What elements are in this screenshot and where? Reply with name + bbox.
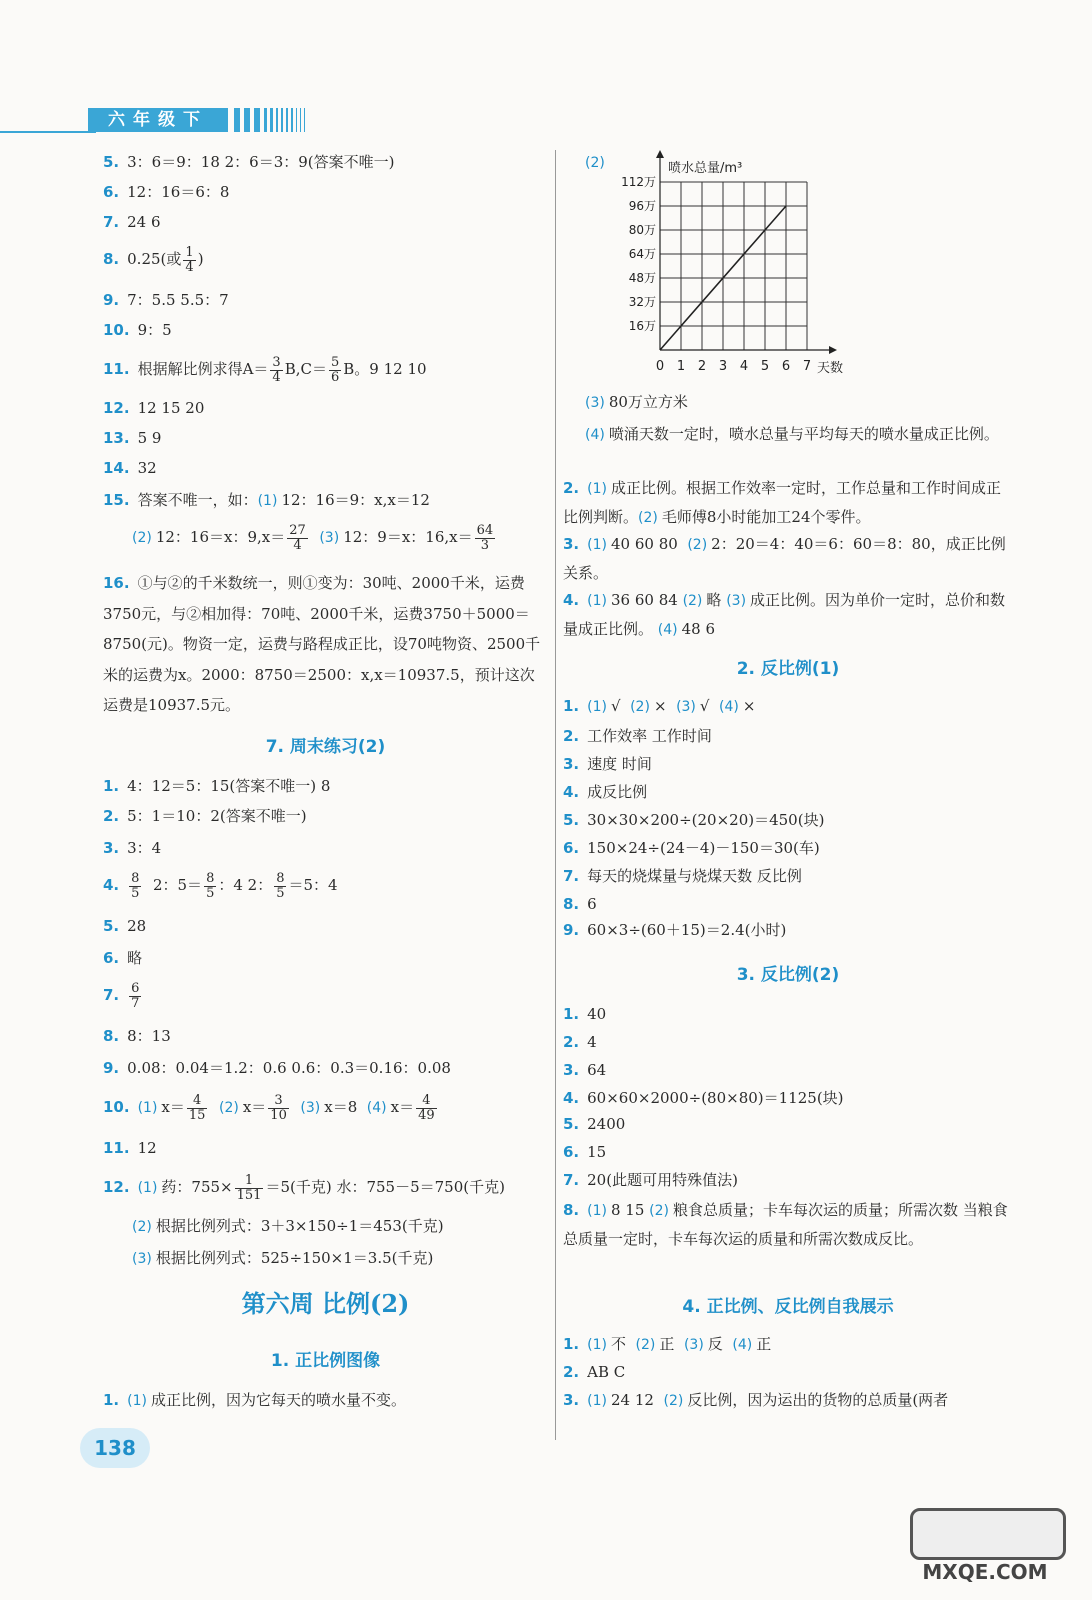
fraction: $\frac{1}{4}$ [185, 244, 194, 275]
x-tick-label: 4 [739, 359, 749, 374]
x-tick-label: 7 [802, 359, 812, 374]
header-stripes [234, 108, 314, 132]
week-six-title: 第六周 比例(2) [241, 1289, 410, 1318]
inverse2-answer-7: 7. 20(此题可用特殊值法) [563, 1171, 738, 1189]
answer-2-label: (2) [585, 155, 605, 171]
answer-2-part4: (4) 喷涌天数一定时，喷水总量与平均每天的喷水量成正比例。 [585, 425, 999, 443]
weekend-answer-2: 2. 5：1＝10：2(答案不唯一) [103, 807, 307, 825]
answer-15: 15. 答案不唯一，如：(1) 12：16＝9：x,x＝12 [103, 491, 430, 509]
answer-13: 13. 5 9 [103, 429, 162, 447]
weekend-answer-12-part3: (3) 根据比例列式：525÷150×1＝3.5(千克) [132, 1249, 434, 1267]
inverse2-answer-2: 2. 4 [563, 1033, 597, 1051]
graph-answer-1: 1. (1) 成正比例，因为它每天的喷水量不变。 [103, 1391, 406, 1409]
header-rule [0, 131, 96, 133]
section-title-direct-proportion-graph: 1. 正比例图像 [270, 1351, 381, 1371]
inverse1-answer-8: 8. 6 [563, 895, 597, 913]
inverse2-answer-5: 5. 2400 [563, 1115, 626, 1133]
weekend-answer-7: 7. $\frac{6}{7}$ [103, 980, 140, 1011]
answer-8: 8. 0.25(或 $\frac{1}{4}$ ) [103, 244, 204, 275]
inverse2-answer-8: 8. (1) 8 15 (2) 粮食总质量；卡车每次运的质量；所需次数 当粮食总质量一定时，卡车每次运的质量和所需次数成反比。 [563, 1201, 1008, 1248]
inverse2-answer-3: 3. 64 [563, 1061, 607, 1079]
y-tick-label: 48万 [628, 271, 656, 285]
x-tick-label: 6 [781, 359, 791, 374]
section-title-proportion-self-showcase: 4. 正比例、反比例自我展示 [682, 1297, 894, 1317]
y-tick-label: 16万 [628, 319, 656, 333]
y-tick-label: 112万 [621, 175, 656, 189]
inverse1-answer-6: 6. 150×24÷(24－4)－150＝30(车) [563, 839, 820, 857]
weekend-answer-12: 12. (1) 药：755× $\frac{1}{151}$ ＝5(千克) 水：755－5＝750(千克) [103, 1172, 505, 1203]
x-tick-label: 0 [655, 359, 665, 374]
answer-r3: 3. (1) 40 60 80 (2) 2：20＝4：40＝6：60＝8：80，成正比例关系。 [563, 535, 1006, 582]
section-title-inverse-proportion-1: 2. 反比例(1) [736, 659, 840, 679]
inverse2-answer-1: 1. 40 [563, 1005, 607, 1023]
weekend-answer-6: 6. 略 [103, 949, 143, 967]
y-tick-label: 80万 [628, 223, 656, 237]
showcase-answer-1: 1. (1) 不 (2) 正 (3) 反 (4) 正 [563, 1335, 772, 1353]
inverse1-answer-3: 3. 速度 时间 [563, 755, 652, 773]
chart-x-axis-label: 天数 [817, 361, 844, 376]
page-number: 138 [80, 1428, 150, 1468]
x-axis-arrow [829, 346, 837, 354]
chart-ticks [621, 175, 811, 374]
inverse2-answer-6: 6. 15 [563, 1143, 607, 1161]
inverse1-answer-5: 5. 30×30×200÷(20×20)＝450(块) [563, 811, 825, 829]
weekend-answer-10: 10. (1) x＝ $\frac{4}{15}$ (2) x＝ $\frac{3}{10}$ (3) x＝8 (4) x＝ $\frac{4}{49}$ [103, 1092, 435, 1123]
weekend-answer-11: 11. 12 [103, 1139, 157, 1157]
section-title-inverse-proportion-2: 3. 反比例(2) [736, 965, 840, 985]
section-title-weekend-practice: 7. 周末练习(2) [265, 737, 386, 757]
watermark-badge [910, 1508, 1066, 1560]
grade-header [0, 104, 320, 134]
answer-r4: 4. (1) 36 60 84 (2) 略 (3) 成正比例。因为单价一定时，总价和数量成正比例。 (4) 48 6 [563, 591, 1006, 638]
weekend-answer-4: 4. $\frac{8}{5}$ 2：5＝ $\frac{8}{5}$ ：4 2： $\frac{8}{5}$ ＝5：4 [103, 870, 338, 901]
weekend-answer-9: 9. 0.08：0.04＝1.2：0.6 0.6：0.3＝0.16：0.08 [103, 1059, 451, 1077]
answer-14: 14. 32 [103, 459, 157, 477]
weekend-answer-12-part2: (2) 根据比例列式：3＋3×150÷1＝453(千克) [132, 1217, 444, 1235]
watermark-url: MXQE.COM [922, 1560, 1048, 1584]
watermark-logo [890, 1500, 1080, 1590]
showcase-answer-2: 2. AB C [563, 1363, 626, 1381]
weekend-answer-1: 1. 4：12＝5：15(答案不唯一) 8 [103, 777, 331, 795]
answer-6: 6. 12：16＝6：8 [103, 183, 230, 201]
inverse2-answer-4: 4. 60×60×2000÷(80×80)＝1125(块) [563, 1089, 844, 1107]
inverse1-answer-9: 9. 60×3÷(60＋15)＝2.4(小时) [563, 921, 787, 939]
x-tick-label: 1 [676, 359, 686, 374]
inverse1-answer-1: 1. (1) √ (2) × (3) √ (4) × [563, 697, 756, 715]
grade-label: 六年级下 [88, 108, 228, 132]
y-tick-label: 32万 [628, 295, 656, 309]
inverse1-answer-4: 4. 成反比例 [563, 783, 648, 801]
answer-r2: 2. (1) 成正比例。根据工作效率一定时，工作总量和工作时间成正比例判断。(2) 毛师傅8小时能加工24个零件。 [563, 479, 1001, 526]
weekend-answer-3: 3. 3：4 [103, 839, 162, 857]
weekend-answer-5: 5. 28 [103, 917, 147, 935]
x-tick-label: 5 [760, 359, 770, 374]
column-divider [555, 150, 556, 1440]
y-axis-arrow [656, 150, 664, 158]
weekend-answer-8: 8. 8：13 [103, 1027, 171, 1045]
showcase-answer-3: 3. (1) 24 12 (2) 反比例，因为运出的货物的总质量(两者 [563, 1391, 949, 1409]
answer-2-part3: (3) 80万立方米 [585, 393, 688, 411]
chart-y-axis-label: 喷水总量/m³ [668, 161, 743, 176]
answer-12: 12. 12 15 20 [103, 399, 205, 417]
answer-16: 16. ①与②的千米数统一，则①变为：30吨、2000千米，运费3750元，与②相加得：70吨、2000千米，运费3750＋5000＝8750(元)。物资一定，运费与路程成正比，设70吨物资、2500千米的运费为x。2000：8750＝2500：x,x＝10937.5，预计这次运费是10937.5元。 [103, 574, 541, 714]
answer-7: 7. 24 6 [103, 213, 161, 231]
y-tick-label: 96万 [628, 199, 656, 213]
answer-15-cont: (2) 12：16＝x：9,x＝ $\frac{27}{4}$ (3) 12：9＝x：16,x＝ $\frac{64}{3}$ [132, 522, 494, 553]
answer-11: 11. 根据解比例求得A＝ $\frac{3}{4}$ B,C＝ $\frac{5}{6}$ B。9 12 10 [103, 354, 427, 385]
y-tick-label: 64万 [628, 247, 656, 261]
inverse1-answer-2: 2. 工作效率 工作时间 [563, 727, 712, 745]
answer-10: 10. 9：5 [103, 321, 172, 339]
x-tick-label: 2 [697, 359, 707, 374]
x-tick-label: 3 [718, 359, 728, 374]
answer-5: 5. 3：6＝9：18 2：6＝3：9(答案不唯一) [103, 153, 395, 171]
proportion-chart [600, 150, 880, 390]
inverse1-answer-7: 7. 每天的烧煤量与烧煤天数 反比例 [563, 867, 802, 885]
answer-9: 9. 7：5.5 5.5：7 [103, 291, 229, 309]
